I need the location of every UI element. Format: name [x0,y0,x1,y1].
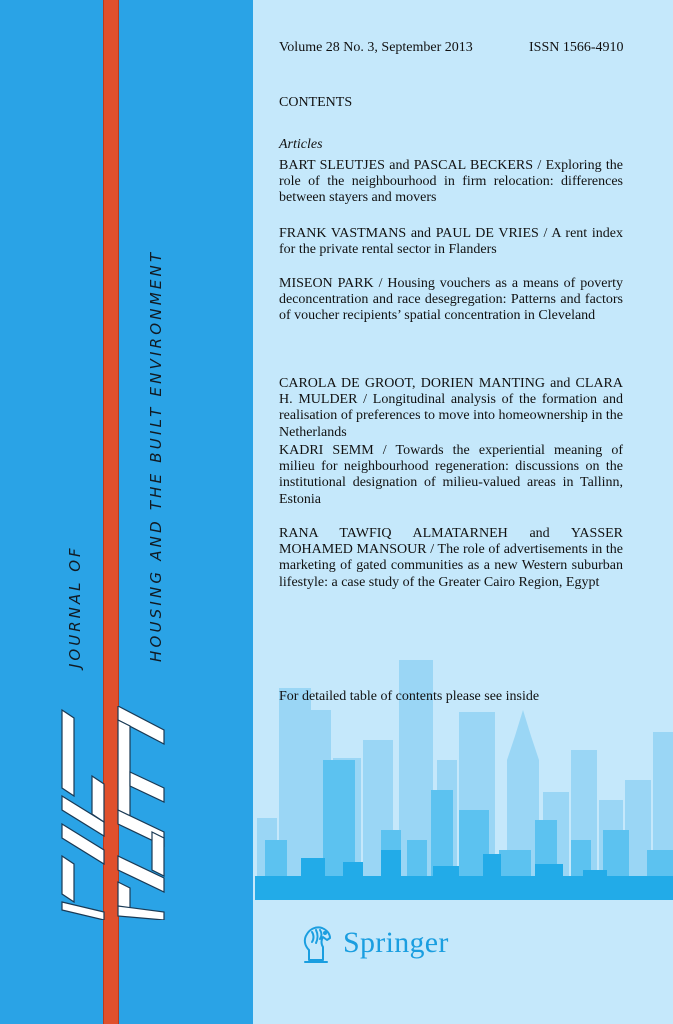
hbe-logo [56,706,168,920]
article-title: Longitudinal analysis of the formation and realisation of preferences to move into homeownership in the Netherlands [279,392,623,440]
city-skyline [253,640,673,900]
article-title: Exploring the role of the neighbourhood in firm relocation: differences between stayers and movers [279,158,624,206]
article-authors: CAROLA DE GROOT, DORIEN MANTING and CLARA H. MULDER / [279,376,623,408]
article-authors: BART SLEUTJES and PASCAL BECKERS / [279,158,542,173]
journal-subtitle: HOUSING AND THE BUILT ENVIRONMENT [147,249,165,662]
articles-label: Articles [279,137,323,152]
journal-of-label: JOURNAL OF [66,545,84,668]
volume-issue: Volume 28 No. 3, September 2013 [279,40,473,55]
article-authors: MISEON PARK / [279,276,383,291]
publisher-name: Springer [343,926,449,959]
article-entry [279,226,623,258]
article-entry [279,526,623,591]
toc-note: For detailed table of contents please see inside [279,689,540,704]
article-title: Towards the experiential meaning of milieu for neighbourhood regeneration: discussions on the institutional designation of milieu-valued areas in Tallinn, Estonia [279,443,623,507]
article-title: Housing vouchers as a means of poverty deconcentration and race desegregation: Patterns and factors of voucher recipients’ spatial concentration in Cleveland [279,276,624,324]
article-authors: KADRI SEMM / [279,443,387,458]
article-entry [279,376,623,441]
spine-panel [0,0,253,1024]
article-entry [279,158,623,207]
article-entry [279,276,623,325]
article-entry [279,443,623,508]
article-title: A rent index for the private rental sector in Flanders [279,226,623,258]
article-authors: FRANK VASTMANS and PAUL DE VRIES / [279,226,548,241]
article-title: The role of advertisements in the marketing of gated communities as a new Western suburban lifestyle: a case study of the Greater Cairo Region, Egypt [279,542,624,590]
cover-content [253,0,673,1024]
issn: ISSN 1566-4910 [529,40,624,55]
springer-logo [297,922,449,964]
contents-heading: CONTENTS [279,95,353,110]
springer-horse-icon [297,922,337,964]
article-authors: RANA TAWFIQ ALMATARNEH and YASSER MOHAMED MANSOUR / [279,526,623,558]
